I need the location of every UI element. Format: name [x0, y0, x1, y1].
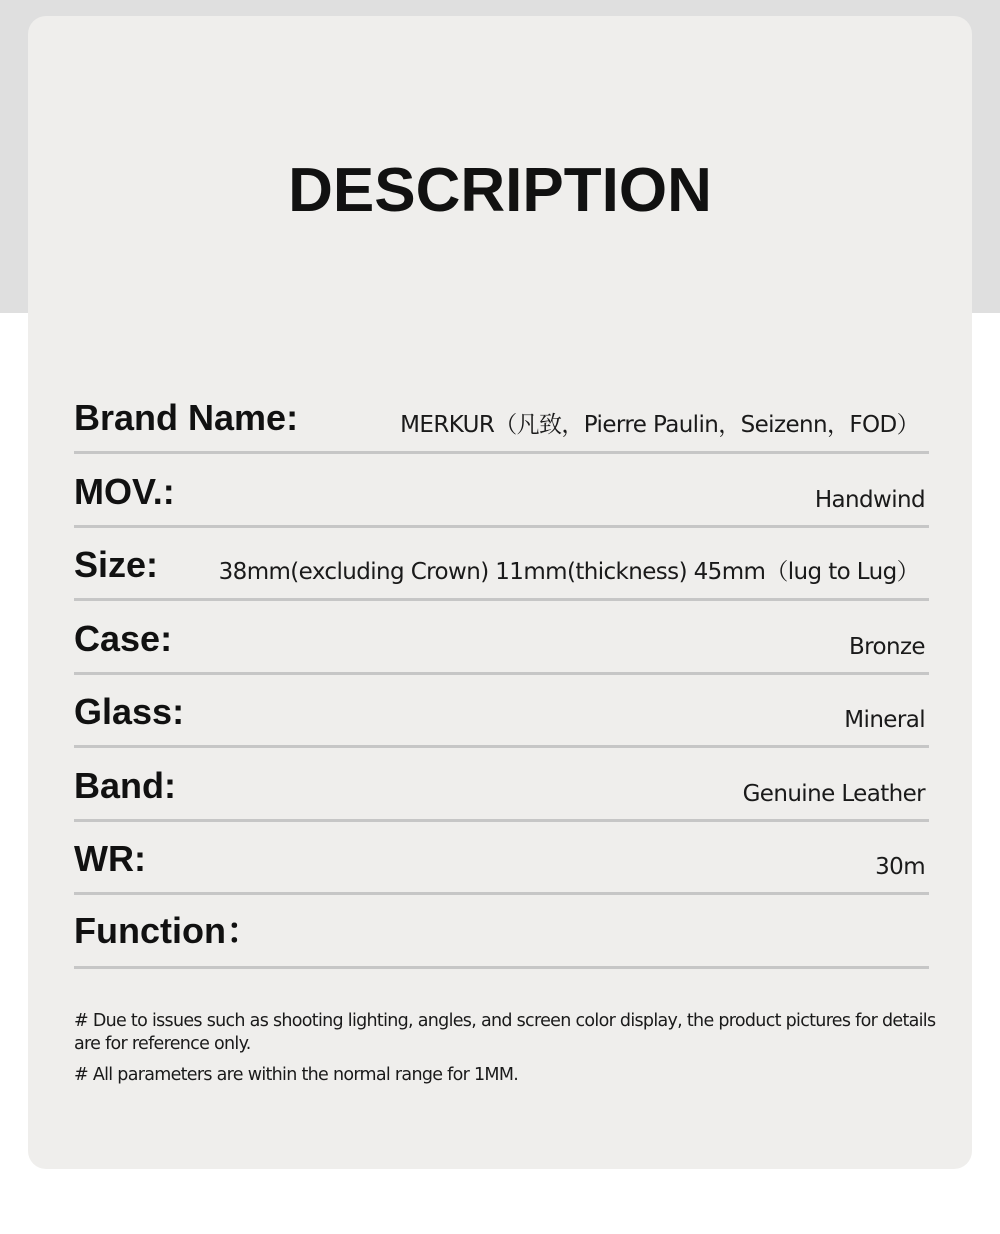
spec-label: Glass:: [74, 691, 185, 732]
spec-value: 30m: [875, 854, 925, 880]
spec-row-brand-name: [74, 380, 929, 454]
spec-value: MERKUR（凡致，Pierre Paulin，Seizenn，FOD）: [400, 412, 919, 438]
spec-label: Case:: [74, 618, 173, 659]
spec-label: WR:: [74, 838, 146, 879]
spec-label: Brand Name:: [74, 397, 299, 438]
description-card: [28, 16, 972, 1169]
spec-label: Function：: [74, 910, 262, 951]
spec-value: Mineral: [844, 707, 925, 733]
spec-row-function: [74, 895, 929, 969]
spec-label: MOV.:: [74, 471, 175, 512]
spec-value: 38mm(excluding Crown) 11mm(thickness) 45mm（lug to Lug）: [218, 559, 919, 585]
page-title: DESCRIPTION: [288, 156, 712, 225]
disclaimer-notes: [74, 1010, 944, 1095]
spec-row-size: [74, 527, 929, 601]
spec-value: Bronze: [848, 634, 925, 660]
disclaimer-note: # All parameters are within the normal range for 1MM.: [74, 1065, 519, 1085]
spec-row-movement: [74, 454, 929, 528]
spec-label: Band:: [74, 765, 176, 806]
spec-row-case: [74, 601, 929, 675]
spec-value: Handwind: [814, 487, 925, 513]
spec-row-glass: [74, 674, 929, 748]
disclaimer-note: # Due to issues such as shooting lighting, angles, and screen color display, the product pictures for details are for reference only.: [74, 1011, 936, 1054]
spec-value: Genuine Leather: [742, 781, 925, 807]
spec-row-water-resistance: [74, 821, 929, 895]
spec-label: Size:: [74, 544, 159, 585]
spec-row-band: [74, 748, 929, 822]
